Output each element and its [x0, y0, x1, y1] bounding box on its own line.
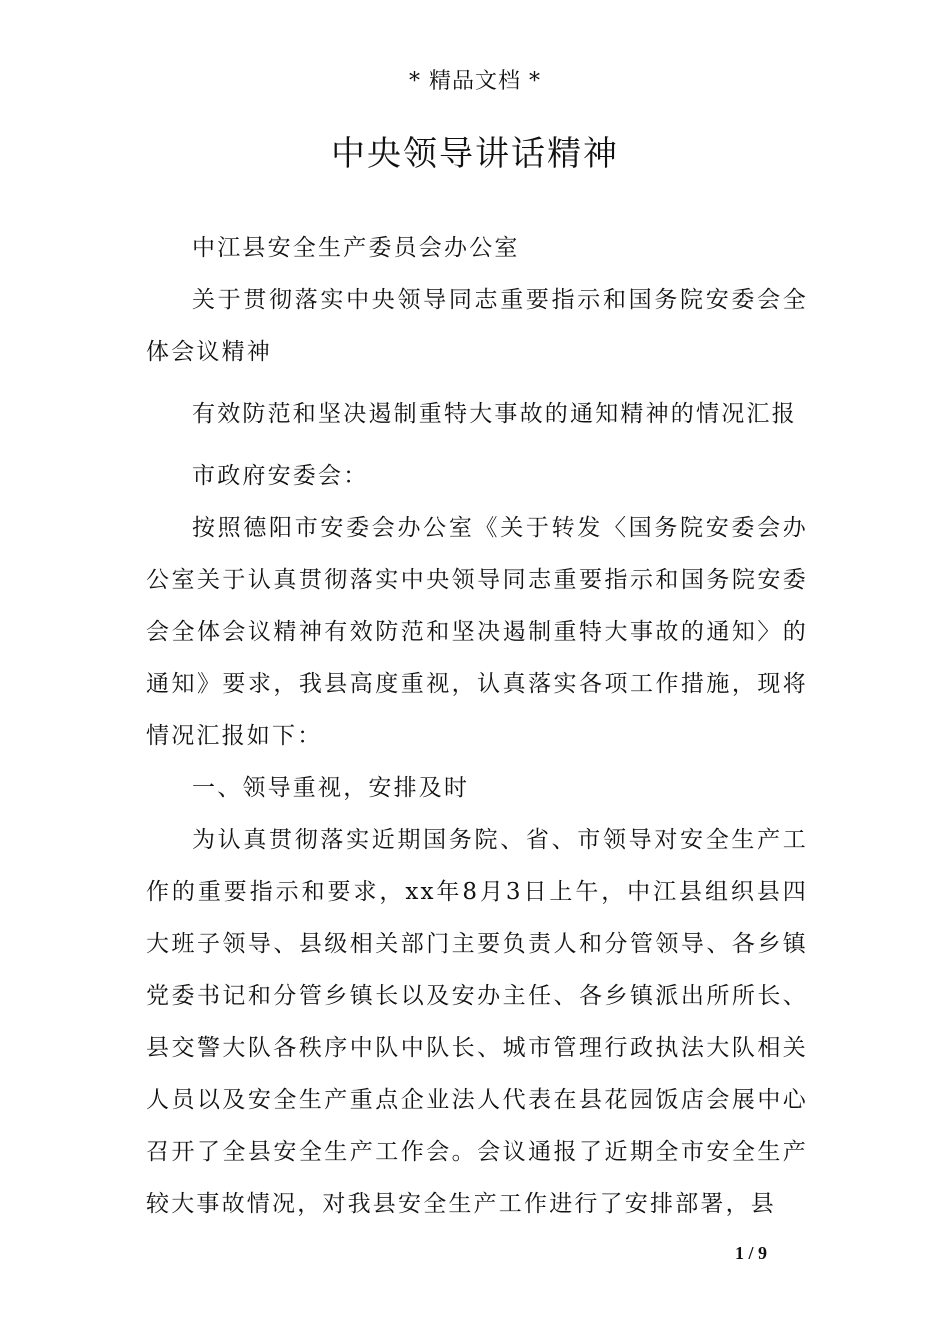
header-mark: * 精品文档 * [409, 69, 541, 94]
page-number: 1 / 9 [735, 1243, 768, 1263]
paragraph-recipient: 市政府安委会： [192, 463, 369, 489]
paragraph-subject-line-2: 有效防范和坚决遏制重特大事故的通知精神的情况汇报 [192, 401, 797, 427]
document-title: 中央领导讲话精神 [331, 134, 619, 174]
section-heading-1: 一、领导重视，安排及时 [192, 775, 470, 801]
paragraph-intro: 按照德阳市安委会办公室《关于转发〈国务院安委会办公室关于认真贯彻落实中央领导同志重要指示和国务院安委会全体会议精神有效防范和坚决遏制重特大事故的通知〉的通知》要求，我县高度重视，认真落实各项工作措施，现将情况汇报如下： [146, 515, 808, 749]
document-body [146, 222, 808, 1230]
paragraph-section-1: 为认真贯彻落实近期国务院、省、市领导对安全生产工作的重要指示和要求，xx年8月3日上午，中江县组织县四大班子领导、县级相关部门主要负责人和分管领导、各乡镇党委书记和分管乡镇长以及安办主任、各乡镇派出所所长、县交警大队各秩序中队中队长、城市管理行政执法大队相关人员以及安全生产重点企业法人代表在县花园饭店会展中心召开了全县安全生产工作会。会议通报了近期全市安全生产较大事故情况，对我县安全生产工作进行了安排部署，县 [146, 827, 808, 1217]
paragraph-issuer: 中江县安全生产委员会办公室 [192, 235, 520, 261]
paragraph-subject-line-1: 关于贯彻落实中央领导同志重要指示和国务院安委会全体会议精神 [146, 287, 808, 365]
